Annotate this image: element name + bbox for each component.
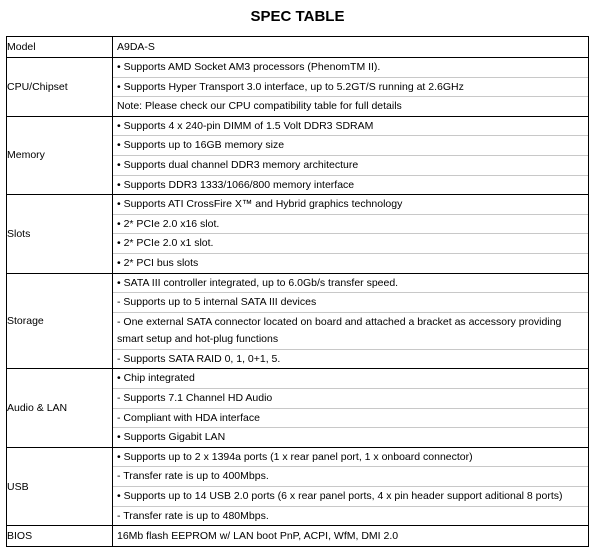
spec-line: • Supports up to 16GB memory size — [113, 136, 588, 156]
spec-line: A9DA-S — [117, 40, 155, 53]
row-label: Memory — [7, 116, 113, 194]
spec-line: - Transfer rate is up to 480Mbps. — [117, 509, 269, 522]
row-label: CPU/Chipset — [7, 58, 113, 117]
spec-line: • Chip integrated — [113, 369, 588, 389]
table-row-usb — [7, 447, 589, 526]
row-value — [113, 273, 589, 369]
row-value — [113, 195, 589, 273]
spec-line: • SATA III controller integrated, up to 6.0Gb/s transfer speed. — [113, 274, 588, 294]
spec-line: • 2* PCIe 2.0 x1 slot. — [113, 234, 588, 254]
spec-line: - Compliant with HDA interface — [113, 409, 588, 429]
table-row-audio-lan — [7, 369, 589, 447]
spec-line: • Supports ATI CrossFire X™ and Hybrid graphics technology — [113, 195, 588, 215]
table-row-storage — [7, 273, 589, 369]
row-label: USB — [7, 447, 113, 526]
spec-line: - One external SATA connector located on board and attached a bracket as accessory providing smart setup and hot-plug functions — [113, 313, 588, 350]
spec-line: • 2* PCIe 2.0 x16 slot. — [113, 215, 588, 235]
row-value — [113, 369, 589, 447]
row-label: Slots — [7, 195, 113, 273]
row-value — [113, 526, 589, 547]
spec-line: - Supports SATA RAID 0, 1, 0+1, 5. — [117, 352, 281, 365]
spec-line: • 2* PCI bus slots — [117, 256, 199, 269]
spec-line: • Supports DDR3 1333/1066/800 memory interface — [117, 178, 355, 191]
row-value — [113, 447, 589, 526]
row-value — [113, 37, 589, 58]
spec-line: • Supports 4 x 240-pin DIMM of 1.5 Volt DDR3 SDRAM — [113, 117, 588, 137]
spec-line: - Supports 7.1 Channel HD Audio — [113, 389, 588, 409]
table-row-bios — [7, 526, 589, 547]
spec-line: • Supports AMD Socket AM3 processors (PhenomTM II). — [113, 58, 588, 78]
row-label: Model — [7, 37, 113, 58]
spec-line: • Supports up to 2 x 1394a ports (1 x rear panel port, 1 x onboard connector) — [113, 448, 588, 468]
row-value — [113, 116, 589, 194]
spec-line: • Supports up to 14 USB 2.0 ports (6 x rear panel ports, 4 x pin header support aditional 8 ports) — [113, 487, 588, 507]
spec-line: 16Mb flash EEPROM w/ LAN boot PnP, ACPI, WfM, DMI 2.0 — [117, 530, 399, 543]
row-label: Storage — [7, 273, 113, 369]
spec-line: - Transfer rate is up to 400Mbps. — [113, 467, 588, 487]
row-label: Audio & LAN — [7, 369, 113, 447]
spec-table — [6, 36, 589, 547]
row-value — [113, 58, 589, 117]
table-row-model — [7, 37, 589, 58]
spec-line: Note: Please check our CPU compatibility table for full details — [117, 100, 402, 113]
spec-line: - Supports up to 5 internal SATA III devices — [113, 293, 588, 313]
row-label: BIOS — [7, 526, 113, 547]
spec-line: • Supports Gigabit LAN — [117, 431, 226, 444]
spec-line: • Supports dual channel DDR3 memory architecture — [113, 156, 588, 176]
page-title: SPEC TABLE — [250, 8, 345, 25]
table-row-memory — [7, 116, 589, 194]
spec-line: • Supports Hyper Transport 3.0 interface, up to 5.2GT/S running at 2.6GHz — [113, 78, 588, 98]
table-row-cpu-chipset — [7, 58, 589, 117]
table-row-slots — [7, 195, 589, 273]
